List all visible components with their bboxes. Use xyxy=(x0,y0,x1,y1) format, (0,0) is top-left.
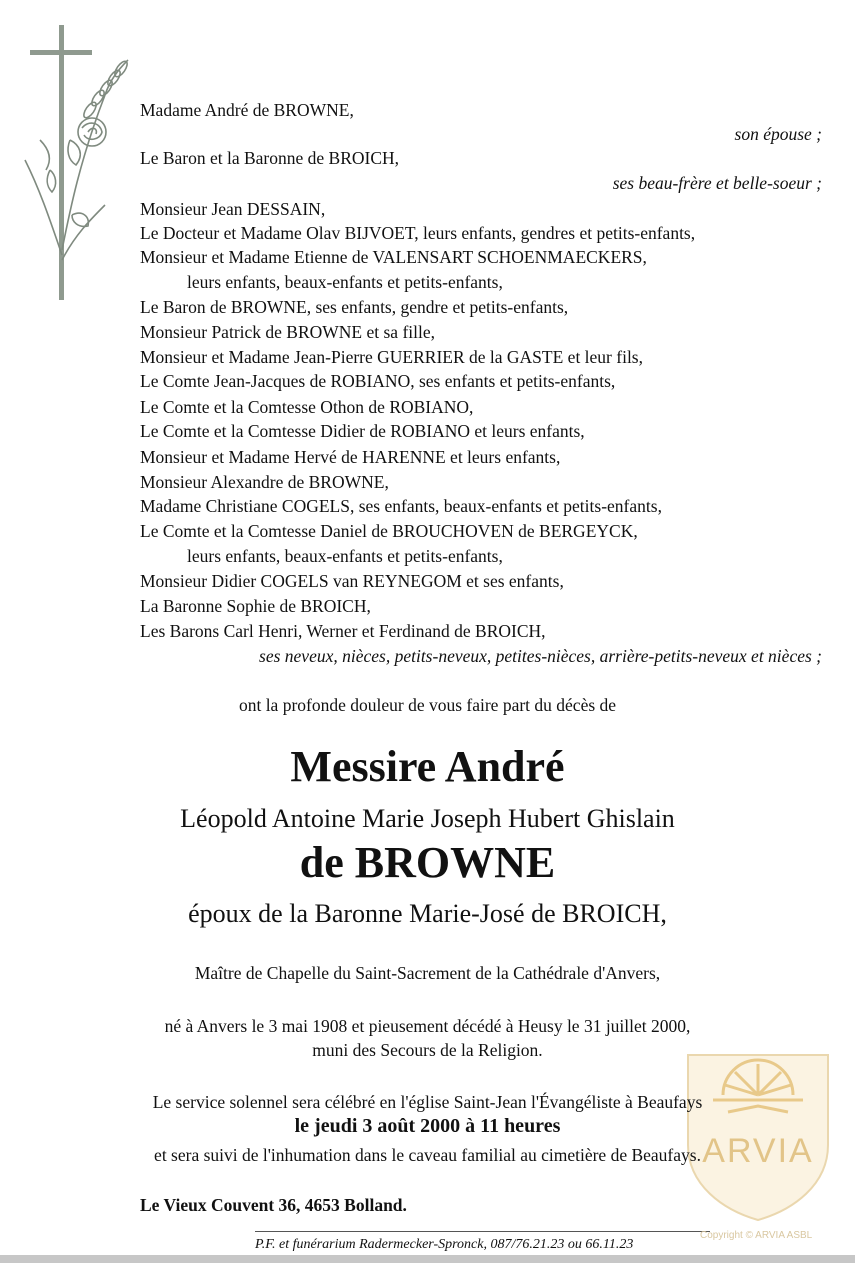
cross-flower-icon xyxy=(10,20,140,305)
family-line: Madame André de BROWNE, xyxy=(140,100,354,120)
svg-text:ARVIA: ARVIA xyxy=(702,1132,814,1170)
deceased-spouse: époux de la Baronne Marie-José de BROICH, xyxy=(188,899,667,928)
family-line: Madame Christiane COGELS, ses enfants, beaux-enfants et petits-enfants, xyxy=(140,496,662,516)
burial-line: et sera suivi de l'inhumation dans le caveau familial au cimetière de Beaufays. xyxy=(154,1145,701,1165)
family-line: Le Comte et la Comtesse Daniel de BROUCHOVEN de BERGEYCK, xyxy=(140,521,638,541)
sacraments-line: muni des Secours de la Religion. xyxy=(312,1040,543,1060)
family-line: Monsieur et Madame Hervé de HARENNE et leurs enfants, xyxy=(140,447,561,467)
family-line: Le Comte et la Comtesse Othon de ROBIANO, xyxy=(140,397,474,417)
deceased-title: Maître de Chapelle du Saint-Sacrement de la Cathédrale d'Anvers, xyxy=(194,963,661,983)
family-relation: ses neveux, nièces, petits-neveux, petites-nièces, arrière-petits-neveux et nièces ; xyxy=(259,646,822,666)
family-line: Monsieur Jean DESSAIN, xyxy=(140,199,326,219)
family-line: Le Comte et la Comtesse Didier de ROBIANO et leurs enfants, xyxy=(140,421,585,441)
family-line: Monsieur Alexandre de BROWNE, xyxy=(140,472,389,492)
family-line: Le Baron et la Baronne de BROICH, xyxy=(140,148,400,168)
copyright-notice: Copyright © ARVIA ASBL xyxy=(700,1230,813,1241)
family-line: Le Docteur et Madame Olav BIJVOET, leurs enfants, gendres et petits-enfants, xyxy=(140,223,696,243)
deceased-last-name: de BROWNE xyxy=(299,838,556,887)
footer-divider xyxy=(255,1231,710,1232)
family-line: La Baronne Sophie de BROICH, xyxy=(140,596,371,616)
announcement: ont la profonde douleur de vous faire part du décès de xyxy=(238,695,617,715)
service-line: Le service solennel sera célébré en l'église Saint-Jean l'Évangéliste à Beaufays xyxy=(152,1092,703,1112)
family-line: Le Baron de BROWNE, ses enfants, gendre et petits-enfants, xyxy=(140,297,569,317)
family-line: Monsieur Patrick de BROWNE et sa fille, xyxy=(140,322,436,342)
service-date: le jeudi 3 août 2000 à 11 heures xyxy=(294,1115,561,1137)
family-line: Monsieur Didier COGELS van REYNEGOM et ses enfants, xyxy=(140,571,564,591)
family-relation: ses beau-frère et belle-soeur ; xyxy=(612,173,822,193)
family-line: Monsieur et Madame Jean-Pierre GUERRIER de la GASTE et leur fils, xyxy=(140,347,643,367)
deceased-middle-names: Léopold Antoine Marie Joseph Hubert Ghislain xyxy=(180,804,675,833)
family-line: leurs enfants, beaux-enfants et petits-enfants, xyxy=(187,272,503,292)
scan-edge-bar xyxy=(0,1255,855,1263)
family-line: leurs enfants, beaux-enfants et petits-enfants, xyxy=(187,546,503,566)
family-line: Le Comte Jean-Jacques de ROBIANO, ses enfants et petits-enfants, xyxy=(140,371,616,391)
birth-death-line: né à Anvers le 3 mai 1908 et pieusement décédé à Heusy le 31 juillet 2000, xyxy=(164,1016,691,1036)
family-address: Le Vieux Couvent 36, 4653 Bolland. xyxy=(140,1195,407,1215)
deceased-first-name: Messire André xyxy=(290,742,565,791)
family-relation: son épouse ; xyxy=(734,124,822,144)
funeral-home: P.F. et funérarium Radermecker-Spronck, 087/76.21.23 ou 66.11.23 xyxy=(255,1237,634,1252)
family-line: Monsieur et Madame Etienne de VALENSART SCHOENMAECKERS, xyxy=(140,247,647,267)
family-line: Les Barons Carl Henri, Werner et Ferdinand de BROICH, xyxy=(140,621,546,641)
